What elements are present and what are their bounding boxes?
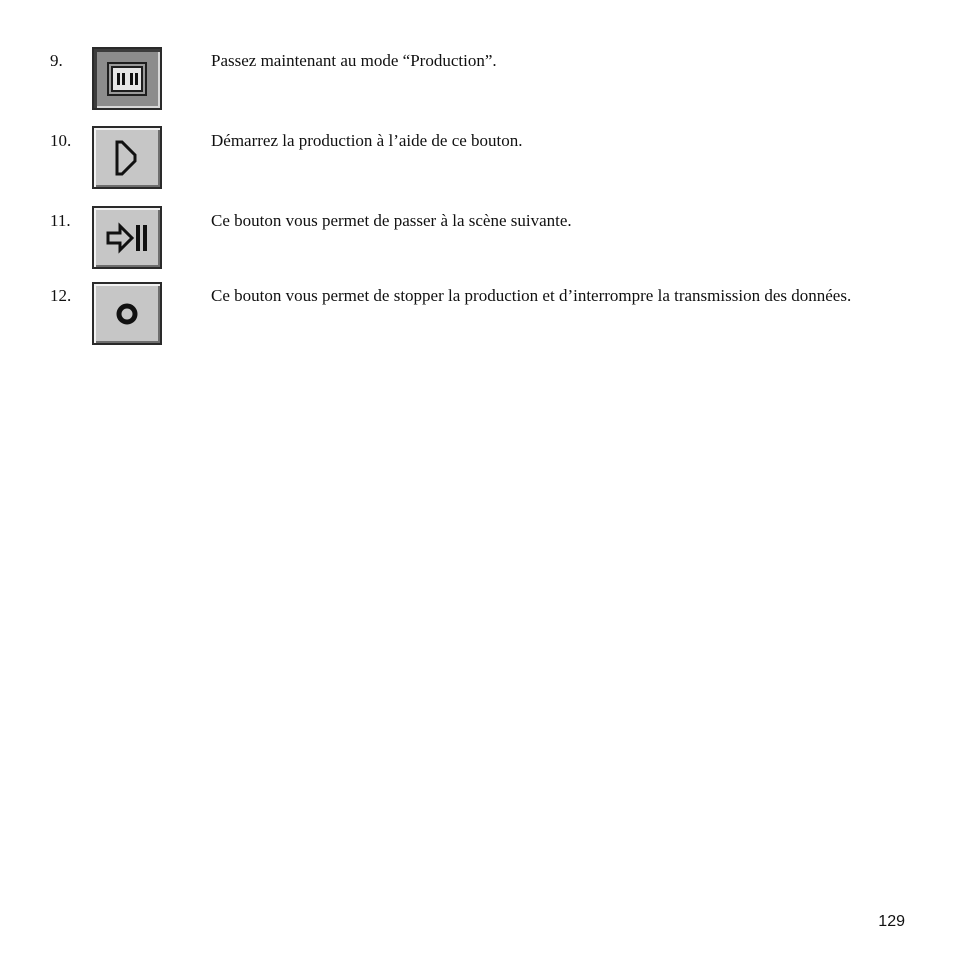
page-number: 129 xyxy=(878,913,905,930)
step-number: 10. xyxy=(50,131,72,150)
play-icon xyxy=(113,139,141,177)
production-mode-button[interactable] xyxy=(92,47,162,110)
stop-button[interactable] xyxy=(92,282,162,345)
production-mode-icon xyxy=(107,62,147,96)
step-number: 11. xyxy=(50,211,71,230)
step-number: 12. xyxy=(50,286,72,305)
step-text: Démarrez la production à l’aide de ce bouton. xyxy=(211,131,523,150)
step-text: Passez maintenant au mode “Production”. xyxy=(211,51,497,70)
step-number: 9. xyxy=(50,51,63,70)
step-text: Ce bouton vous permet de stopper la production et d’interrompre la transmission des données. xyxy=(211,286,852,305)
play-button[interactable] xyxy=(92,126,162,189)
next-scene-button[interactable] xyxy=(92,206,162,269)
next-scene-icon xyxy=(105,222,149,254)
stop-icon xyxy=(113,300,141,328)
step-text: Ce bouton vous permet de passer à la scène suivante. xyxy=(211,211,572,230)
